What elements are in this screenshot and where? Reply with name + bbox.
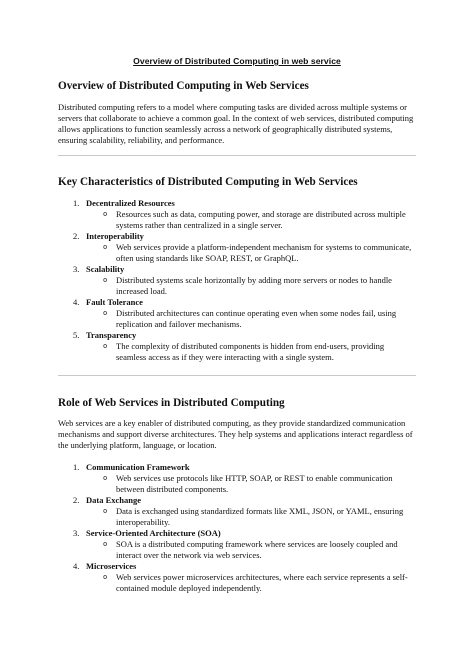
list-item (58, 495, 416, 528)
item-number: 2. (73, 231, 80, 241)
section-divider (58, 155, 416, 156)
section-key-characteristics (58, 175, 416, 363)
section-heading: Overview of Distributed Computing in Web Services (58, 80, 309, 92)
section-role-of-web-services (58, 396, 416, 594)
item-term: Communication Framework (86, 462, 190, 472)
sub-bullet (86, 473, 416, 495)
document-title: Overview of Distributed Computing in web service (133, 56, 341, 66)
item-number: 2. (73, 495, 80, 505)
item-detail: Distributed architectures can continue operating even when some nodes fail, using replication and failover mechanisms. (116, 308, 397, 329)
sub-bullet (86, 539, 416, 561)
bullet-marker: o (103, 540, 108, 548)
list-item (58, 561, 416, 594)
item-term: Service-Oriented Architecture (SOA) (86, 528, 221, 538)
item-term: Interoperability (86, 231, 144, 241)
item-term: Decentralized Resources (86, 198, 175, 208)
sub-bullet (86, 341, 416, 363)
bullet-marker: o (103, 474, 108, 482)
section-heading: Role of Web Services in Distributed Computing (58, 397, 285, 409)
item-detail: Resources such as data, computing power, and storage are distributed across multiple systems rather than centralized in a single server. (116, 209, 406, 230)
section-heading: Key Characteristics of Distributed Computing in Web Services (58, 176, 358, 188)
item-number: 4. (73, 561, 80, 571)
numbered-list (58, 462, 416, 594)
numbered-list (58, 198, 416, 363)
item-term: Fault Tolerance (86, 297, 143, 307)
list-item (58, 297, 416, 330)
bullet-marker: o (103, 507, 108, 515)
sub-bullet (86, 506, 416, 528)
item-detail: Web services power microservices architectures, where each service represents a self-contained module deployed independently. (116, 572, 408, 593)
list-item (58, 231, 416, 264)
sub-bullet (86, 308, 416, 330)
section-divider (58, 375, 416, 376)
bullet-marker: o (103, 342, 108, 350)
list-item (58, 462, 416, 495)
item-number: 3. (73, 264, 80, 274)
item-number: 3. (73, 528, 80, 538)
item-number: 4. (73, 297, 80, 307)
section-overview (58, 79, 416, 146)
item-term: Scalability (86, 264, 125, 274)
item-detail: Distributed systems scale horizontally by adding more servers or nodes to handle increased load. (116, 275, 392, 296)
item-detail: Web services provide a platform-independent mechanism for systems to communicate, often using standards like SOAP, REST, or GraphQL. (116, 242, 412, 263)
list-item (58, 198, 416, 231)
section-paragraph: Web services are a key enabler of distributed computing, as they provide standardized communication mechanisms and support diverse architectures. They help systems and applications interact regardless of the underlying platform, language, or location. (58, 418, 413, 450)
item-detail: Data is exchanged using standardized formats like XML, JSON, or YAML, ensuring interoperability. (116, 506, 404, 527)
item-term: Transparency (86, 330, 137, 340)
item-number: 1. (73, 198, 80, 208)
bullet-marker: o (103, 276, 108, 284)
item-term: Data Exchange (86, 495, 142, 505)
bullet-marker: o (103, 210, 108, 218)
section-paragraph: Distributed computing refers to a model where computing tasks are divided across multiple systems or servers that collaborate to achieve a common goal. In the context of web services, distributed computing allows applications to function seamlessly across a network of geographically distributed systems, ensuring scalability, reliability, and performance. (58, 102, 414, 145)
sub-bullet (86, 242, 416, 264)
list-item (58, 528, 416, 561)
item-detail: SOA is a distributed computing framework where services are loosely coupled and interact over the network via web services. (116, 539, 398, 560)
bullet-marker: o (103, 573, 108, 581)
sub-bullet (86, 572, 416, 594)
list-item (58, 330, 416, 363)
bullet-marker: o (103, 243, 108, 251)
item-number: 5. (73, 330, 80, 340)
list-item (58, 264, 416, 297)
sub-bullet (86, 209, 416, 231)
item-detail: Web services use protocols like HTTP, SOAP, or REST to enable communication between distributed components. (116, 473, 393, 494)
item-detail: The complexity of distributed components is hidden from end-users, providing seamless access as if they were interacting with a single system. (116, 341, 385, 362)
item-term: Microservices (86, 561, 137, 571)
sub-bullet (86, 275, 416, 297)
bullet-marker: o (103, 309, 108, 317)
item-number: 1. (73, 462, 80, 472)
